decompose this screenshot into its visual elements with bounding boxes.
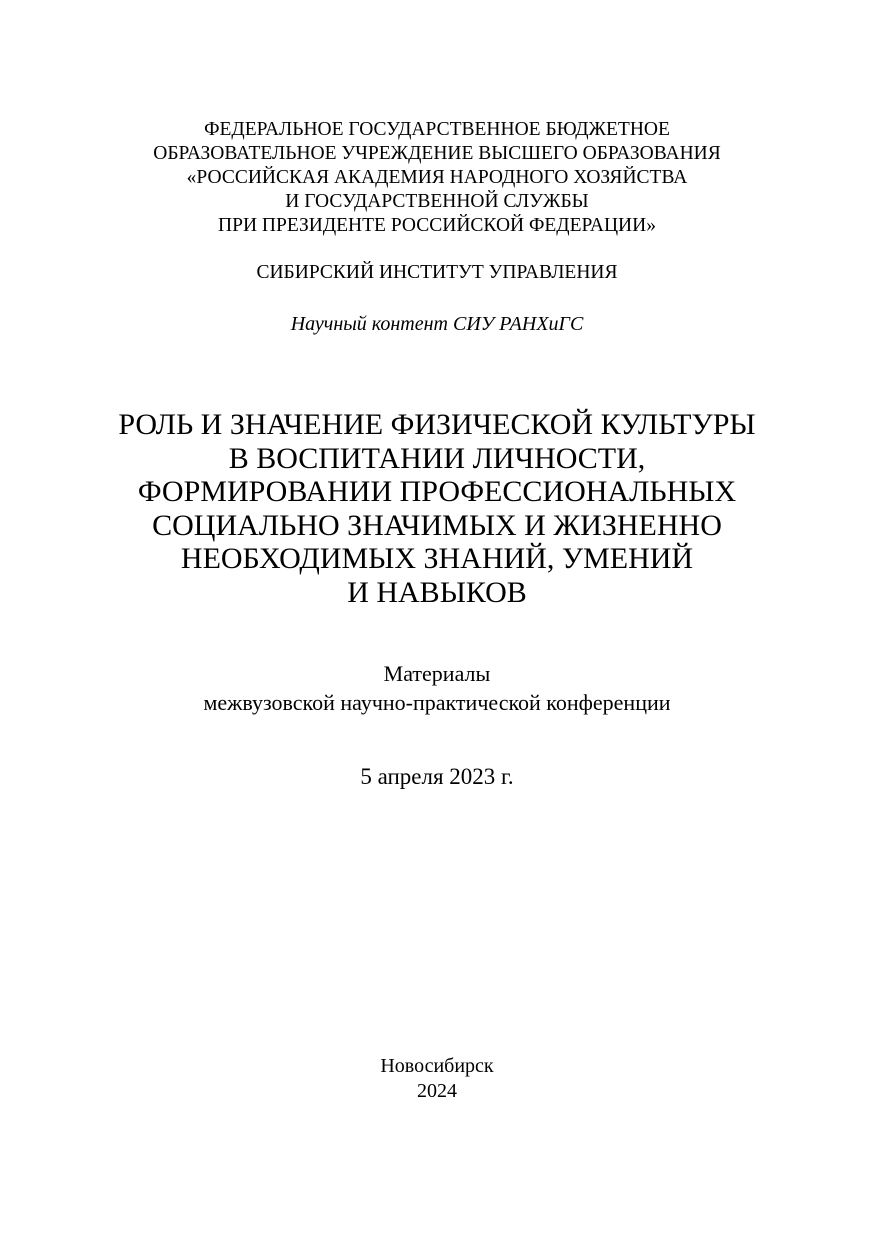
date-line: 5 апреля 2023 г. [360,764,514,789]
imprint-year: 2024 [417,1080,457,1102]
materials-line: Материалы [383,661,491,686]
organization-line: ПРИ ПРЕЗИДЕНТЕ РОССИЙСКОЙ ФЕДЕРАЦИИ» [218,215,656,236]
organization-line: ФЕДЕРАЛЬНОЕ ГОСУДАРСТВЕННОЕ БЮДЖЕТНОЕ [204,119,670,140]
imprint [0,1054,874,1104]
title-line: В ВОСПИТАНИИ ЛИЧНОСТИ, [228,441,646,475]
organization-header [0,118,874,238]
organization-line: И ГОСУДАРСТВЕННОЙ СЛУЖБЫ [285,191,589,212]
organization-line: ОБРАЗОВАТЕЛЬНОЕ УЧРЕЖДЕНИЕ ВЫСШЕГО ОБРАЗОВАНИЯ [153,143,721,164]
organization-line: «РОССИЙСКАЯ АКАДЕМИЯ НАРОДНОГО ХОЗЯЙСТВА [186,167,688,188]
title-line: И НАВЫКОВ [347,575,527,609]
institute-name [0,261,874,285]
title-line: ФОРМИРОВАНИИ ПРОФЕССИОНАЛЬНЫХ [137,475,737,508]
conference-date [0,762,874,792]
title-line: РОЛЬ И ЗНАЧЕНИЕ ФИЗИЧЕСКОЙ КУЛЬТУРЫ [118,408,756,441]
document-title [0,408,874,609]
institute-line: СИБИРСКИЙ ИНСТИТУТ УПРАВЛЕНИЯ [256,262,618,283]
series-name [0,311,874,337]
imprint-city: Новосибирск [380,1055,494,1077]
title-line: СОЦИАЛЬНО ЗНАЧИМЫХ И ЖИЗНЕННО [152,508,722,542]
materials-line: межвузовской научно-практической конференции [203,690,671,715]
series-line: Научный контент СИУ РАНХиГС [290,313,584,335]
title-line: НЕОБХОДИМЫХ ЗНАНИЙ, УМЕНИЙ [180,542,694,575]
publication-type [0,659,874,717]
